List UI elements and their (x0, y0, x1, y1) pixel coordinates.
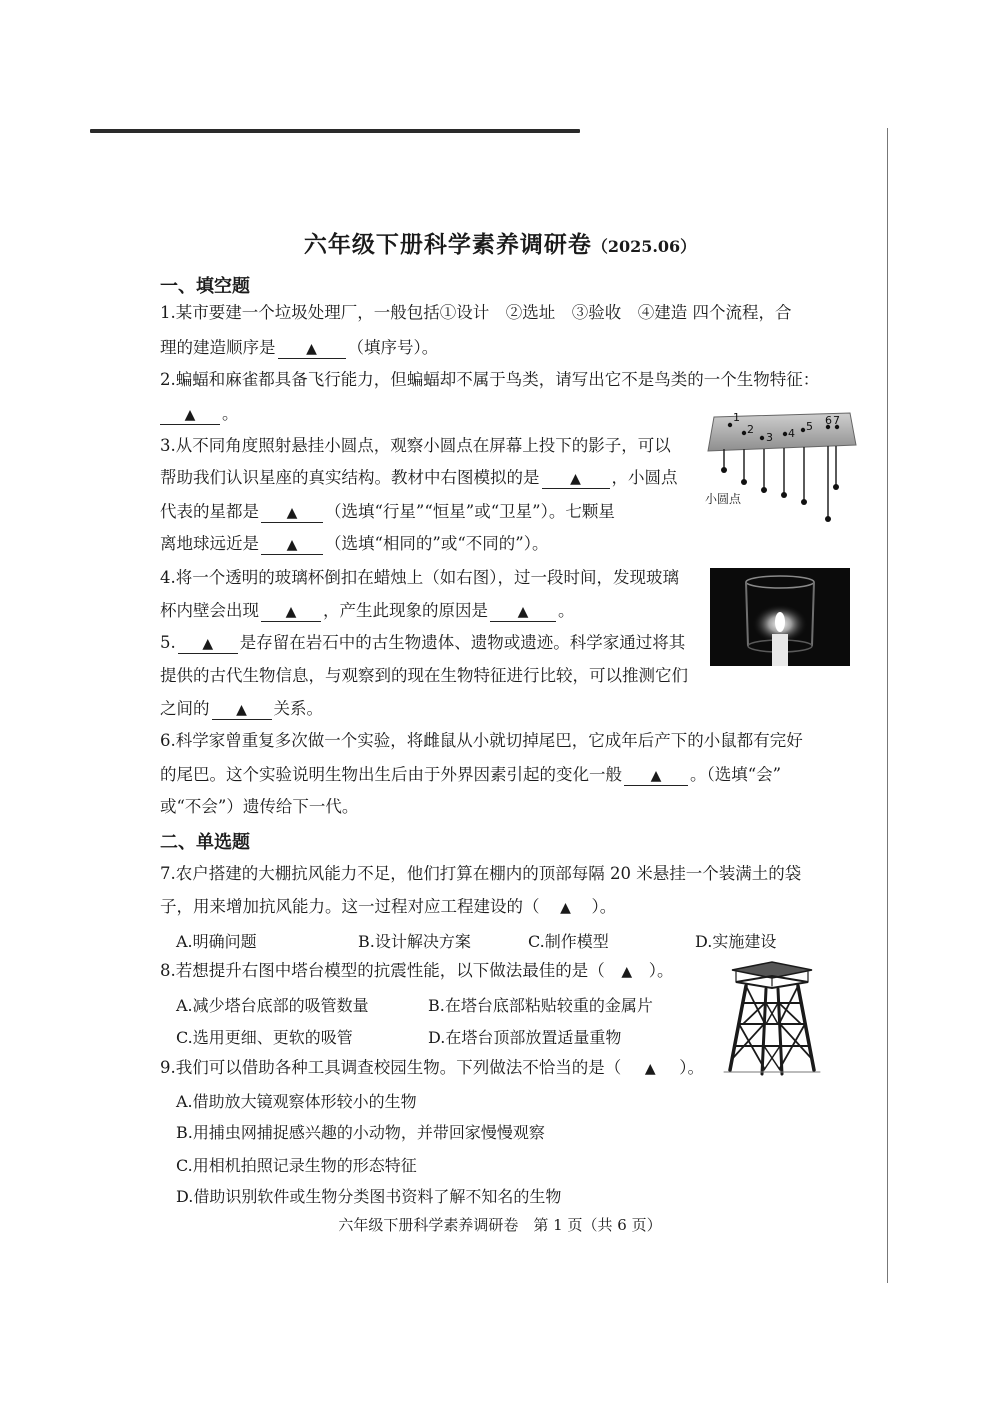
dot-number: 4 (788, 427, 795, 440)
q5-text: 是存留在岩石中的古生物遗体、遗物或遗迹。科学家通过将其 (239, 633, 686, 652)
q9-option-b[interactable]: B.用捕虫网捕捉感兴趣的小动物，并带回家慢慢观察 (176, 1123, 545, 1142)
constellation-model-drawing (700, 405, 860, 530)
blank-triangle-icon: ▲ (286, 537, 298, 553)
q8-option-a[interactable]: A.减少塔台底部的吸管数量 (176, 996, 369, 1015)
q9-answer-slot[interactable] (621, 1057, 679, 1080)
blank-triangle-icon: ▲ (202, 636, 214, 652)
q5-line3 (160, 698, 323, 720)
q1-text-end: （填序号）。 (347, 338, 439, 357)
q2-text-end: 。 (222, 404, 239, 423)
q7-option-a[interactable]: A.明确问题 (176, 932, 257, 951)
q1-line2 (160, 337, 438, 359)
blank-triangle-icon: ▲ (184, 407, 196, 423)
q8-answer-slot[interactable] (605, 960, 649, 983)
q6-line2 (160, 764, 781, 786)
dot-number: 2 (747, 423, 754, 436)
q9-option-c[interactable]: C.用相机拍照记录生物的形态特征 (176, 1156, 417, 1175)
q8-option-d[interactable]: D.在塔台顶部放置适量重物 (428, 1028, 622, 1047)
tower-model-drawing (722, 958, 822, 1078)
q3-answer-blank-2[interactable] (261, 503, 323, 523)
q8-text: 8.若想提升右图中塔台模型的抗震性能，以下做法最佳的是（ (160, 961, 605, 980)
q6-line3: 或“不会”）遗传给下一代。 (160, 797, 359, 816)
q7-answer-slot[interactable] (540, 896, 592, 919)
q3-line3 (160, 501, 615, 523)
dot-number: 7 (833, 414, 840, 427)
q3-text: 离地球远近是 (160, 534, 259, 553)
q9-option-a[interactable]: A.借助放大镜观察体形较小的生物 (176, 1092, 417, 1111)
constellation-model-figure (700, 405, 860, 530)
q4-text-end: 。 (558, 601, 575, 620)
q6-text: 的尾巴。这个实验说明生物出生后由于外界因素引起的变化一般 (160, 765, 622, 784)
q7-text-end: ）。 (591, 897, 617, 916)
q3-text: （选填“相同的”或“不同的”）。 (325, 534, 549, 553)
q7-option-c[interactable]: C.制作模型 (528, 932, 609, 951)
q3-text: 帮助我们认识星座的真实结构。教材中右图模拟的是 (160, 468, 540, 487)
q3-answer-blank-1[interactable] (542, 469, 610, 489)
q6-answer-blank[interactable] (624, 766, 688, 786)
blank-triangle-icon: ▲ (650, 768, 662, 784)
title-text: 六年级下册科学素养调研卷 (303, 231, 592, 258)
q1-line1: 1.某市要建一个垃圾处理厂，一般包括①设计 ②选址 ③验收 ④建造 四个流程，合 (160, 303, 792, 322)
q9-option-d[interactable]: D.借助识别软件或生物分类图书资料了解不知名的生物 (176, 1187, 562, 1206)
q8-text-end: ）。 (648, 961, 674, 980)
q4-line2 (160, 600, 575, 622)
blank-triangle-icon: ▲ (517, 604, 529, 620)
q7-line2 (160, 896, 616, 919)
q5-line1 (160, 632, 685, 654)
q8-option-c[interactable]: C.选用更细、更软的吸管 (176, 1028, 353, 1047)
blank-triangle-icon: ▲ (286, 505, 298, 521)
q9-line1 (160, 1057, 704, 1080)
blank-triangle-icon: ▲ (644, 1061, 656, 1077)
section-choice-heading: 二、单选题 (160, 832, 250, 853)
q6-text: 。（选填“会” (690, 765, 782, 784)
candle-glass-photo (710, 568, 850, 666)
tower-model-figure (722, 958, 822, 1078)
q1-answer-blank[interactable] (278, 339, 346, 359)
page-edge-line (887, 128, 888, 1283)
q1-text: 理的建造顺序是 (160, 338, 276, 357)
q4-text: 杯内壁会出现 (160, 601, 259, 620)
q3-line4 (160, 533, 549, 555)
q3-text: 代表的星都是 (160, 502, 259, 521)
q4-answer-blank-2[interactable] (490, 602, 556, 622)
q4-text: ，产生此现象的原因是 (323, 601, 488, 620)
figure-label: 小圆点 (705, 492, 742, 506)
section-fill-heading: 一、填空题 (160, 276, 250, 297)
q5-line2: 提供的古代生物信息，与观察到的现在生物特征进行比较，可以推测它们 (160, 666, 688, 685)
top-rule (90, 129, 580, 133)
dot-number: 1 (733, 411, 740, 424)
q2-line2 (160, 403, 239, 425)
blank-triangle-icon: ▲ (560, 900, 571, 916)
q9-text: 9.我们可以借助各种工具调查校园生物。下列做法不恰当的是（ (160, 1058, 622, 1077)
q9-text-end: ）。 (679, 1058, 704, 1077)
dot-number: 6 (825, 414, 832, 427)
q7-option-d[interactable]: D.实施建设 (695, 932, 777, 951)
q3-line1: 3.从不同角度照射悬挂小圆点，观察小圆点在屏幕上投下的影子，可以 (160, 436, 671, 455)
q2-line1: 2.蝙蝠和麻雀都具备飞行能力，但蝙蝠却不属于鸟类，请写出它不是鸟类的一个生物特征： (160, 370, 820, 389)
q3-text: ，小圆点 (611, 468, 678, 487)
q2-answer-blank[interactable] (160, 405, 220, 425)
q7-option-b[interactable]: B.设计解决方案 (358, 932, 471, 951)
q8-line1 (160, 960, 674, 983)
q3-text: （选填“行星”“恒星”或“卫星”）。七颗星 (325, 502, 615, 521)
blank-triangle-icon: ▲ (570, 471, 581, 487)
q3-answer-blank-3[interactable] (261, 535, 323, 555)
title-date: （2025.06） (591, 237, 697, 256)
candle-glass-drawing (710, 568, 850, 666)
q5-text: 5. (160, 633, 176, 652)
blank-triangle-icon: ▲ (306, 341, 317, 357)
q7-line1: 7.农户搭建的大棚抗风能力不足，他们打算在棚内的顶部每隔 20 米悬挂一个装满土的袋 (160, 864, 802, 883)
q5-answer-blank-2[interactable] (212, 700, 272, 720)
dot-number: 3 (766, 431, 773, 444)
blank-triangle-icon: ▲ (285, 604, 297, 620)
blank-triangle-icon: ▲ (236, 702, 247, 718)
q7-text: 子，用来增加抗风能力。这一过程对应工程建设的（ (160, 897, 540, 916)
q8-option-b[interactable]: B.在塔台底部粘贴较重的金属片 (428, 996, 653, 1015)
dot-number: 5 (806, 420, 813, 433)
q5-answer-blank-1[interactable] (178, 634, 238, 654)
q4-answer-blank-1[interactable] (261, 602, 321, 622)
page-footer: 六年级下册科学素养调研卷 第 1 页（共 6 页） (338, 1216, 662, 1234)
q4-line1: 4.将一个透明的玻璃杯倒扣在蜡烛上（如右图），过一段时间，发现玻璃 (160, 568, 679, 587)
q6-line1: 6.科学家曾重复多次做一个实验，将雌鼠从小就切掉尾巴，它成年后产下的小鼠都有完好 (160, 731, 803, 750)
q5-text-end: 关系。 (273, 699, 323, 718)
blank-triangle-icon: ▲ (621, 964, 633, 980)
q5-text: 之间的 (160, 699, 210, 718)
page-title (0, 226, 1000, 259)
q3-line2 (160, 467, 678, 489)
